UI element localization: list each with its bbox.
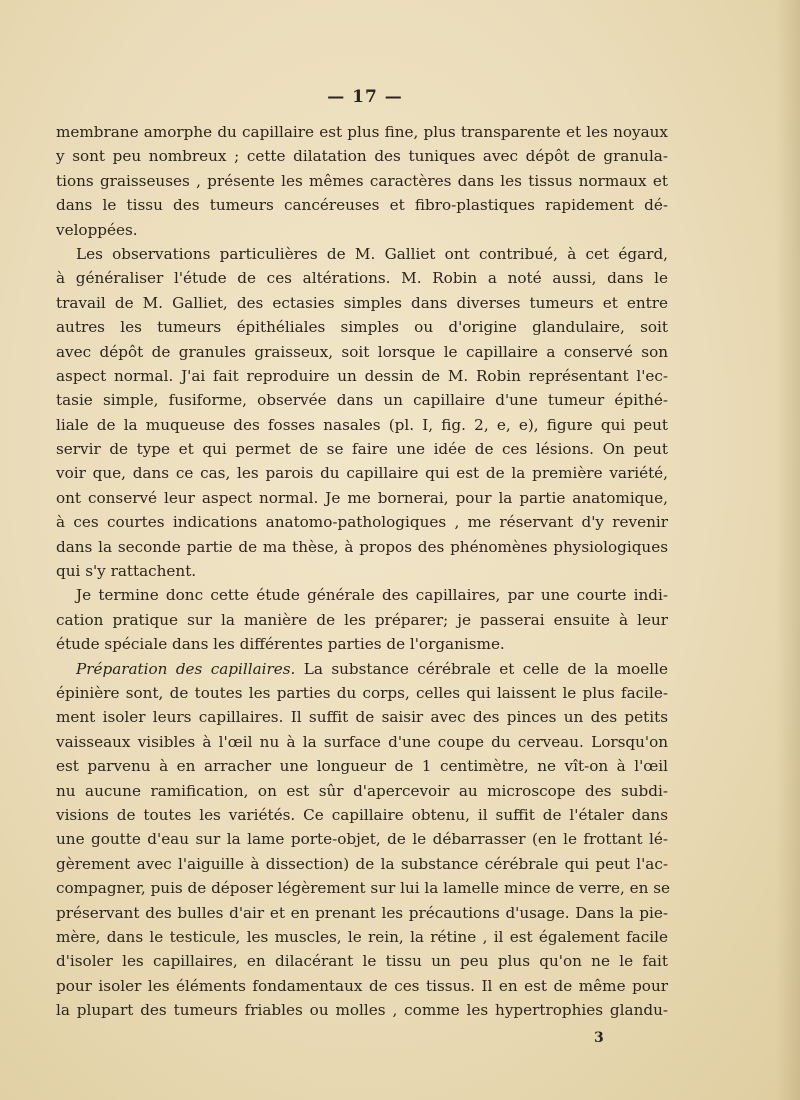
text-line [56, 730, 668, 754]
text-line [56, 218, 668, 242]
text-line [56, 827, 668, 851]
text-line-content: Les observations particulières de M. Galliet ont contribué, à cet égard, [76, 244, 668, 263]
text-line-content: voir que, dans ce cas, les parois du capillaire qui est de la première variété, [56, 464, 668, 483]
text-line-content: tions graisseuses , présente les mêmes caractères dans les tissus normaux et [56, 171, 668, 190]
text-line [56, 266, 668, 290]
text-line-content: Je termine donc cette étude générale des capillaires, par une courte indi- [76, 586, 668, 605]
text-line [56, 388, 668, 412]
page-edge-shadow [776, 0, 800, 1100]
text-line-content: mère, dans le testicule, les muscles, le rein, la rétine , il est également facile [56, 927, 668, 946]
text-line-content: ment isoler leurs capillaires. Il suffit de saisir avec des pinces un des petits [56, 708, 668, 727]
text-line [56, 535, 668, 559]
text-line [56, 340, 668, 364]
italic-heading: Préparation des capillaires. [76, 659, 296, 678]
text-line-content: veloppées. [56, 220, 138, 239]
text-line-content: travail de M. Galliet, des ectasies simples dans diverses tumeurs et entre [56, 293, 668, 312]
text-line [56, 315, 668, 339]
text-line-content: la plupart des tumeurs friables ou molles , comme les hypertrophies glandu- [56, 1001, 668, 1020]
text-line-content: pour isoler les éléments fondamentaux de ces tissus. Il en est de même pour [56, 976, 668, 995]
text-line [56, 852, 668, 876]
text-line [56, 364, 668, 388]
text-line-content: préservant des bulles d'air et en prenant les précautions d'usage. Dans la pie- [56, 903, 668, 922]
body-text [56, 120, 671, 1022]
text-line [56, 291, 668, 315]
text-line [56, 974, 668, 998]
text-line-content: étude spéciale dans les différentes parties de l'organisme. [56, 635, 505, 654]
signature-mark: 3 [594, 1030, 604, 1046]
text-line-content: visions de toutes les variétés. Ce capillaire obtenu, il suffit de l'étaler dans [56, 805, 668, 824]
text-line-content: est parvenu à en arracher une longueur de 1 centimètre, ne vît-on à l'œil [56, 757, 668, 776]
text-line [56, 242, 668, 266]
text-line [56, 754, 668, 778]
text-line-content: à généraliser l'étude de ces altérations. M. Robin a noté aussi, dans le [56, 269, 668, 288]
text-line [56, 413, 668, 437]
text-line [56, 681, 668, 705]
text-line-content: avec dépôt de granules graisseux, soit lorsque le capillaire a conservé son [56, 342, 668, 361]
text-line [56, 949, 668, 973]
text-line-content: La substance cérébrale et celle de la moelle [295, 659, 668, 678]
text-line-content: compagner, puis de déposer légèrement sur lui la lamelle mince de verre, en se [56, 879, 671, 898]
text-line [56, 608, 668, 632]
text-line-content: liale de la muqueuse des fosses nasales (pl. I, fig. 2, e, e), figure qui peut [56, 415, 668, 434]
text-line [56, 583, 668, 607]
text-line-content: à ces courtes indications anatomo-pathologiques , me réservant d'y revenir [56, 513, 668, 532]
text-line [56, 705, 668, 729]
text-line [56, 925, 668, 949]
text-line [56, 779, 668, 803]
text-line [56, 559, 668, 583]
text-line [56, 876, 671, 900]
text-line [56, 998, 668, 1022]
page-number: — 17 — [327, 87, 403, 107]
text-line [56, 120, 668, 144]
text-line-content: dans le tissu des tumeurs cancéreuses et fibro-plastiques rapidement dé- [56, 196, 668, 215]
text-line-content: d'isoler les capillaires, en dilacérant le tissu un peu plus qu'on ne le fait [56, 952, 668, 971]
text-line-content: autres les tumeurs épithéliales simples ou d'origine glandulaire, soit [56, 318, 668, 337]
text-line [56, 144, 668, 168]
text-line [56, 486, 668, 510]
text-line [56, 901, 668, 925]
text-line [56, 437, 668, 461]
text-line [56, 193, 668, 217]
text-line-content: épinière sont, de toutes les parties du corps, celles qui laissent le plus facile- [56, 683, 668, 702]
text-line [56, 461, 668, 485]
text-line-content: y sont peu nombreux ; cette dilatation des tuniques avec dépôt de granula- [56, 147, 668, 166]
text-line [56, 657, 668, 681]
text-line [56, 803, 668, 827]
text-line [56, 632, 668, 656]
text-line-content: tasie simple, fusiforme, observée dans un capillaire d'une tumeur épithé- [56, 391, 668, 410]
text-line-content: aspect normal. J'ai fait reproduire un dessin de M. Robin représentant l'ec- [56, 366, 668, 385]
text-line-content: qui s'y rattachent. [56, 562, 197, 581]
text-line [56, 169, 668, 193]
text-line-content: servir de type et qui permet de se faire une idée de ces lésions. On peut [56, 440, 668, 459]
text-line-content: membrane amorphe du capillaire est plus fine, plus transparente et les noyaux [56, 123, 668, 141]
text-line-content: ont conservé leur aspect normal. Je me bornerai, pour la partie anatomique, [56, 488, 668, 507]
text-line-content: gèrement avec l'aiguille à dissection) de la substance cérébrale qui peut l'ac- [56, 854, 668, 873]
text-line-content: nu aucune ramification, on est sûr d'apercevoir au microscope des subdi- [56, 781, 668, 800]
text-line [56, 510, 668, 534]
text-line-content: cation pratique sur la manière de les préparer; je passerai ensuite à leur [56, 610, 668, 629]
text-line-content: vaisseaux visibles à l'œil nu à la surface d'une coupe du cerveau. Lorsqu'on [56, 732, 668, 751]
text-line-content: une goutte d'eau sur la lame porte-objet, de le débarrasser (en le frottant lé- [56, 830, 668, 849]
text-line-content: dans la seconde partie de ma thèse, à propos des phénomènes physiologiques [56, 537, 668, 556]
